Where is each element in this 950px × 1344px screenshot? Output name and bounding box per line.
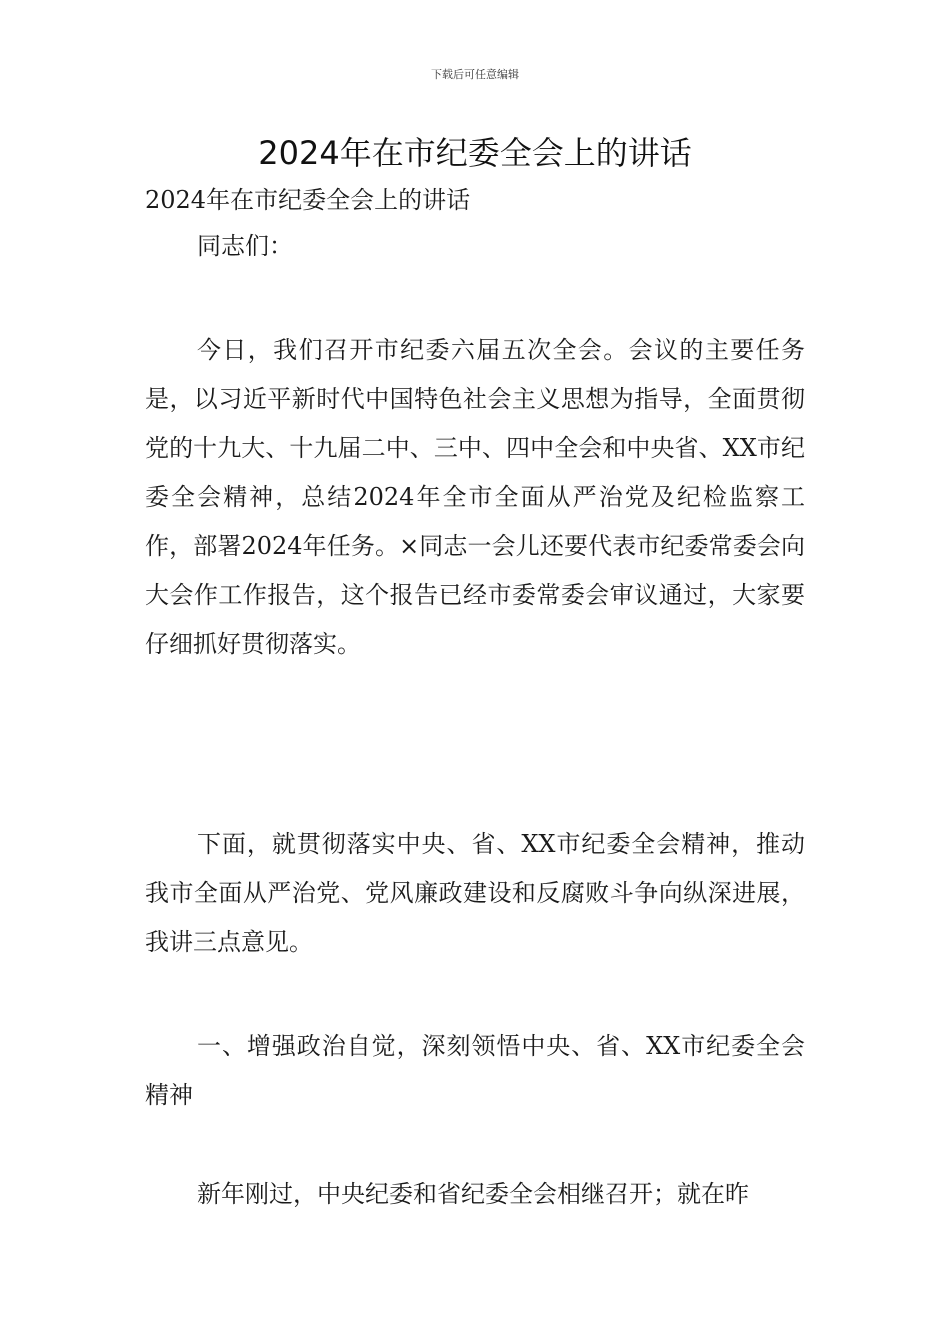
header-note: 下载后可任意编辑 (431, 68, 519, 81)
document-title: 2024年在市纪委全会上的讲话 (258, 134, 692, 172)
paragraph-opening: 今日，我们召开市纪委六届五次全会。会议的主要任务是，以习近平新时代中国特色社会主义思想为指导，全面贯彻党的十九大、十九届二中、三中、四中全会和中央省、XX市纪委全会精神，总结2024年全市全面从严治党及纪检监察工作，部署2024年任务。×同志一会儿还要代表市纪委常委会向大会作工作报告，这个报告已经市委常委会审议通过，大家要仔细抓好贯彻落实。 (145, 336, 805, 658)
document-subtitle: 2024年在市纪委全会上的讲话 (145, 186, 471, 214)
section-heading-one: 一、增强政治自觉，深刻领悟中央、省、XX市纪委全会精神 (145, 1032, 805, 1109)
paragraph-body: 新年刚过，中央纪委和省纪委全会相继召开；就在昨 (197, 1180, 749, 1208)
paragraph-outline: 下面，就贯彻落实中央、省、XX市纪委全会精神，推动我市全面从严治党、党风廉政建设和反腐败斗争向纵深进展，我讲三点意见。 (145, 830, 805, 956)
salutation: 同志们： (197, 232, 293, 260)
